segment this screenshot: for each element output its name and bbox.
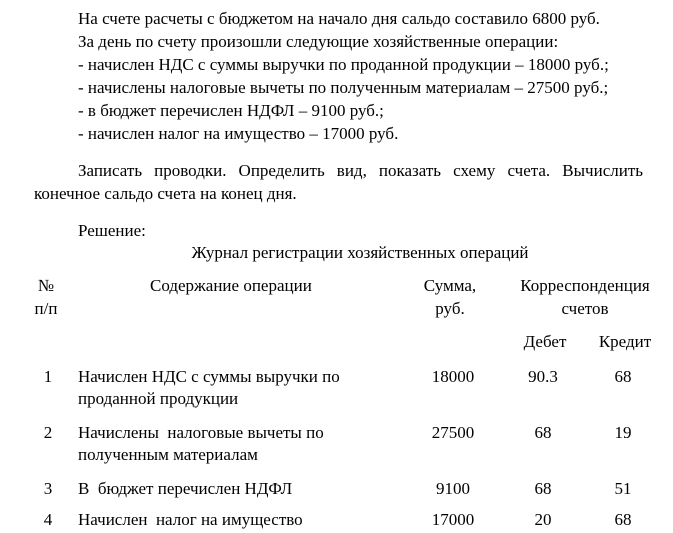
row-num: 1 <box>43 367 53 386</box>
problem-line: - начислены налоговые вычеты по полученным материалам – 27500 руб.; <box>78 78 609 97</box>
task-line: конечное сальдо счета на конец дня. <box>34 184 297 203</box>
row-credit: 19 <box>614 423 632 442</box>
row-credit: 68 <box>614 510 632 529</box>
problem-line: На счете расчеты с бюджетом на начало дня сальдо составило 6800 руб. <box>78 9 600 28</box>
row-sum: 17000 <box>431 510 475 529</box>
row-num: 4 <box>43 510 53 529</box>
row-content: полученным материалам <box>78 445 258 464</box>
row-num: 2 <box>43 423 53 442</box>
header-num: № <box>37 276 55 295</box>
header-num: п/п <box>34 299 58 318</box>
header-credit: Кредит <box>598 332 652 351</box>
header-sum: руб. <box>435 299 465 318</box>
row-credit: 68 <box>614 367 632 386</box>
row-debit: 90.3 <box>528 367 558 386</box>
row-debit: 20 <box>534 510 552 529</box>
header-correspondence: счетов <box>561 299 609 318</box>
header-debit: Дебет <box>523 332 567 351</box>
header-sum: Сумма, <box>423 276 477 295</box>
row-content: В бюджет перечислен НДФЛ <box>78 479 293 498</box>
row-debit: 68 <box>534 479 552 498</box>
row-content: Начислен налог на имущество <box>78 510 303 529</box>
row-num: 3 <box>43 479 53 498</box>
row-debit: 68 <box>534 423 552 442</box>
header-content: Содержание операции <box>150 276 312 295</box>
row-content: проданной продукции <box>78 389 239 408</box>
problem-line: - начислен НДС с суммы выручки по проданной продукции – 18000 руб.; <box>78 55 609 74</box>
solution-label: Решение: <box>78 221 146 240</box>
journal-title: Журнал регистрации хозяйственных операций <box>191 243 529 262</box>
problem-line: - в бюджет перечислен НДФЛ – 9100 руб.; <box>78 101 384 120</box>
row-content: Начислен НДС с суммы выручки по <box>78 367 340 386</box>
row-sum: 18000 <box>431 367 475 386</box>
row-credit: 51 <box>614 479 632 498</box>
problem-line: За день по счету произошли следующие хозяйственные операции: <box>78 32 559 51</box>
problem-line: - начислен налог на имущество – 17000 руб. <box>78 124 399 143</box>
row-content: Начислены налоговые вычеты по <box>78 423 324 442</box>
row-sum: 9100 <box>436 479 470 498</box>
row-sum: 27500 <box>431 423 475 442</box>
task-line: Записать проводки. Определить вид, показать схему счета. Вычислить <box>78 161 643 180</box>
header-correspondence: Корреспонденция <box>520 276 650 295</box>
